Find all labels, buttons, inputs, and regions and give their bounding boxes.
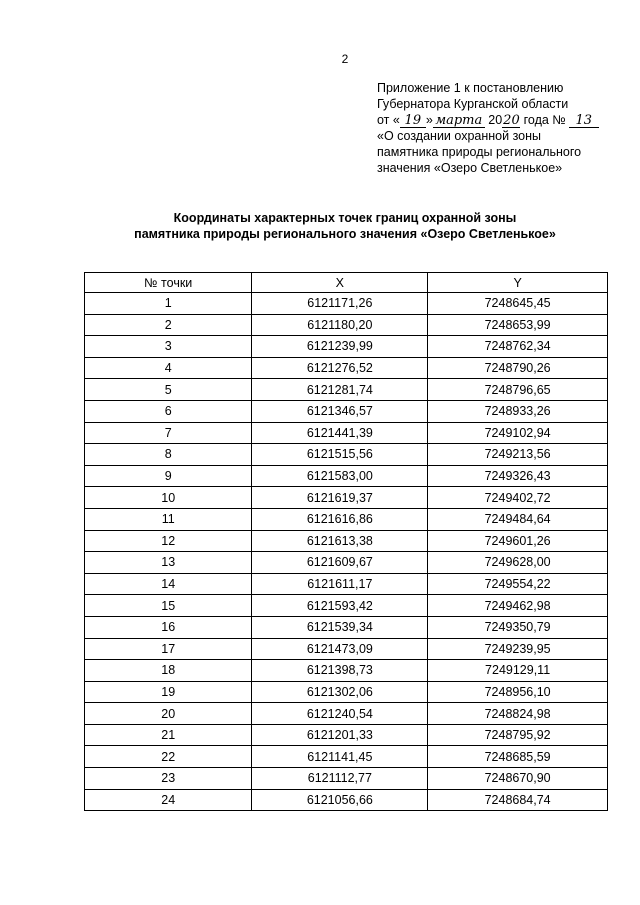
- appendix-line-2: Губернатора Курганской области: [377, 97, 569, 111]
- cell-point-number: 4: [85, 357, 252, 379]
- cell-x: 6121239,99: [252, 336, 428, 358]
- cell-x: 6121616,86: [252, 508, 428, 530]
- table-header-row: [85, 273, 608, 293]
- cell-point-number: 3: [85, 336, 252, 358]
- title-line-1: Координаты характерных точек границ охранной зоны: [173, 211, 517, 225]
- cell-y: 7248653,99: [428, 314, 608, 336]
- appendix-line-4: «О создании охранной зоны: [377, 129, 542, 143]
- cell-y: 7249628,00: [428, 552, 608, 574]
- cell-y: 7248795,92: [428, 724, 608, 746]
- cell-x: 6121619,37: [252, 487, 428, 509]
- table-row: [85, 422, 608, 444]
- appendix-line-6: значения «Озеро Светленькое»: [377, 161, 563, 175]
- handwritten-number: 13: [569, 114, 599, 128]
- table-row: [85, 703, 608, 725]
- cell-x: 6121583,00: [252, 465, 428, 487]
- year-prefix: 20: [484, 113, 503, 127]
- cell-point-number: 21: [85, 724, 252, 746]
- header-y: Y: [428, 273, 608, 293]
- cell-y: 7248824,98: [428, 703, 608, 725]
- cell-x: 6121398,73: [252, 660, 428, 682]
- cell-point-number: 12: [85, 530, 252, 552]
- date-mid: »: [425, 113, 433, 127]
- cell-point-number: 6: [85, 400, 252, 422]
- appendix-header: [377, 80, 637, 176]
- table-row: [85, 552, 608, 574]
- cell-point-number: 13: [85, 552, 252, 574]
- table-row: [85, 508, 608, 530]
- coordinates-table: [84, 272, 608, 811]
- table-row: [85, 681, 608, 703]
- table-row: [85, 465, 608, 487]
- table-row: [85, 660, 608, 682]
- cell-y: 7248685,59: [428, 746, 608, 768]
- table-row: [85, 314, 608, 336]
- table-row: [85, 616, 608, 638]
- cell-x: 6121201,33: [252, 724, 428, 746]
- cell-y: 7249484,64: [428, 508, 608, 530]
- appendix-date-line: [377, 112, 637, 128]
- cell-x: 6121515,56: [252, 444, 428, 466]
- table-row: [85, 357, 608, 379]
- appendix-line-5: памятника природы регионального: [377, 145, 582, 159]
- cell-point-number: 2: [85, 314, 252, 336]
- cell-y: 7248933,26: [428, 400, 608, 422]
- cell-point-number: 7: [85, 422, 252, 444]
- handwritten-month: марта: [433, 114, 485, 128]
- date-prefix: от «: [377, 113, 400, 127]
- cell-x: 6121609,67: [252, 552, 428, 574]
- cell-point-number: 16: [85, 616, 252, 638]
- cell-y: 7249554,22: [428, 573, 608, 595]
- cell-x: 6121240,54: [252, 703, 428, 725]
- table-row: [85, 595, 608, 617]
- cell-point-number: 11: [85, 508, 252, 530]
- cell-y: 7249326,43: [428, 465, 608, 487]
- cell-y: 7248670,90: [428, 768, 608, 790]
- title-line-2: памятника природы регионального значения «Озеро Светленькое»: [134, 227, 556, 241]
- cell-y: 7249213,56: [428, 444, 608, 466]
- table-row: [85, 379, 608, 401]
- cell-y: 7249129,11: [428, 660, 608, 682]
- cell-point-number: 22: [85, 746, 252, 768]
- page-number: 2: [341, 52, 349, 66]
- table-row: [85, 746, 608, 768]
- cell-x: 6121539,34: [252, 616, 428, 638]
- cell-point-number: 20: [85, 703, 252, 725]
- cell-x: 6121611,17: [252, 573, 428, 595]
- table-row: [85, 336, 608, 358]
- cell-y: 7249102,94: [428, 422, 608, 444]
- cell-point-number: 17: [85, 638, 252, 660]
- table-row: [85, 638, 608, 660]
- cell-y: 7248762,34: [428, 336, 608, 358]
- document-title: [0, 210, 640, 242]
- cell-x: 6121613,38: [252, 530, 428, 552]
- cell-x: 6121302,06: [252, 681, 428, 703]
- table-row: [85, 293, 608, 315]
- cell-y: 7249462,98: [428, 595, 608, 617]
- header-point-number: № точки: [85, 273, 252, 293]
- cell-y: 7248956,10: [428, 681, 608, 703]
- table-row: [85, 789, 608, 811]
- number-label: года №: [520, 113, 566, 127]
- cell-x: 6121171,26: [252, 293, 428, 315]
- cell-y: 7248790,26: [428, 357, 608, 379]
- handwritten-year: 20: [503, 113, 520, 128]
- cell-x: 6121276,52: [252, 357, 428, 379]
- cell-y: 7248684,74: [428, 789, 608, 811]
- appendix-line-1: Приложение 1 к постановлению: [377, 81, 564, 95]
- cell-x: 6121441,39: [252, 422, 428, 444]
- cell-x: 6121112,77: [252, 768, 428, 790]
- cell-y: 7248645,45: [428, 293, 608, 315]
- cell-y: 7249402,72: [428, 487, 608, 509]
- table-row: [85, 400, 608, 422]
- cell-point-number: 5: [85, 379, 252, 401]
- table-row: [85, 530, 608, 552]
- table-row: [85, 768, 608, 790]
- cell-x: 6121281,74: [252, 379, 428, 401]
- cell-y: 7248796,65: [428, 379, 608, 401]
- header-x: X: [252, 273, 428, 293]
- cell-point-number: 23: [85, 768, 252, 790]
- table-row: [85, 724, 608, 746]
- cell-y: 7249350,79: [428, 616, 608, 638]
- cell-x: 6121346,57: [252, 400, 428, 422]
- cell-point-number: 9: [85, 465, 252, 487]
- cell-x: 6121141,45: [252, 746, 428, 768]
- cell-y: 7249601,26: [428, 530, 608, 552]
- cell-point-number: 10: [85, 487, 252, 509]
- table-row: [85, 573, 608, 595]
- cell-point-number: 1: [85, 293, 252, 315]
- cell-point-number: 15: [85, 595, 252, 617]
- table-row: [85, 444, 608, 466]
- cell-x: 6121593,42: [252, 595, 428, 617]
- cell-point-number: 18: [85, 660, 252, 682]
- cell-x: 6121180,20: [252, 314, 428, 336]
- cell-point-number: 8: [85, 444, 252, 466]
- handwritten-day: 19: [400, 114, 426, 128]
- cell-point-number: 19: [85, 681, 252, 703]
- cell-point-number: 24: [85, 789, 252, 811]
- cell-point-number: 14: [85, 573, 252, 595]
- cell-x: 6121056,66: [252, 789, 428, 811]
- cell-x: 6121473,09: [252, 638, 428, 660]
- table-row: [85, 487, 608, 509]
- cell-y: 7249239,95: [428, 638, 608, 660]
